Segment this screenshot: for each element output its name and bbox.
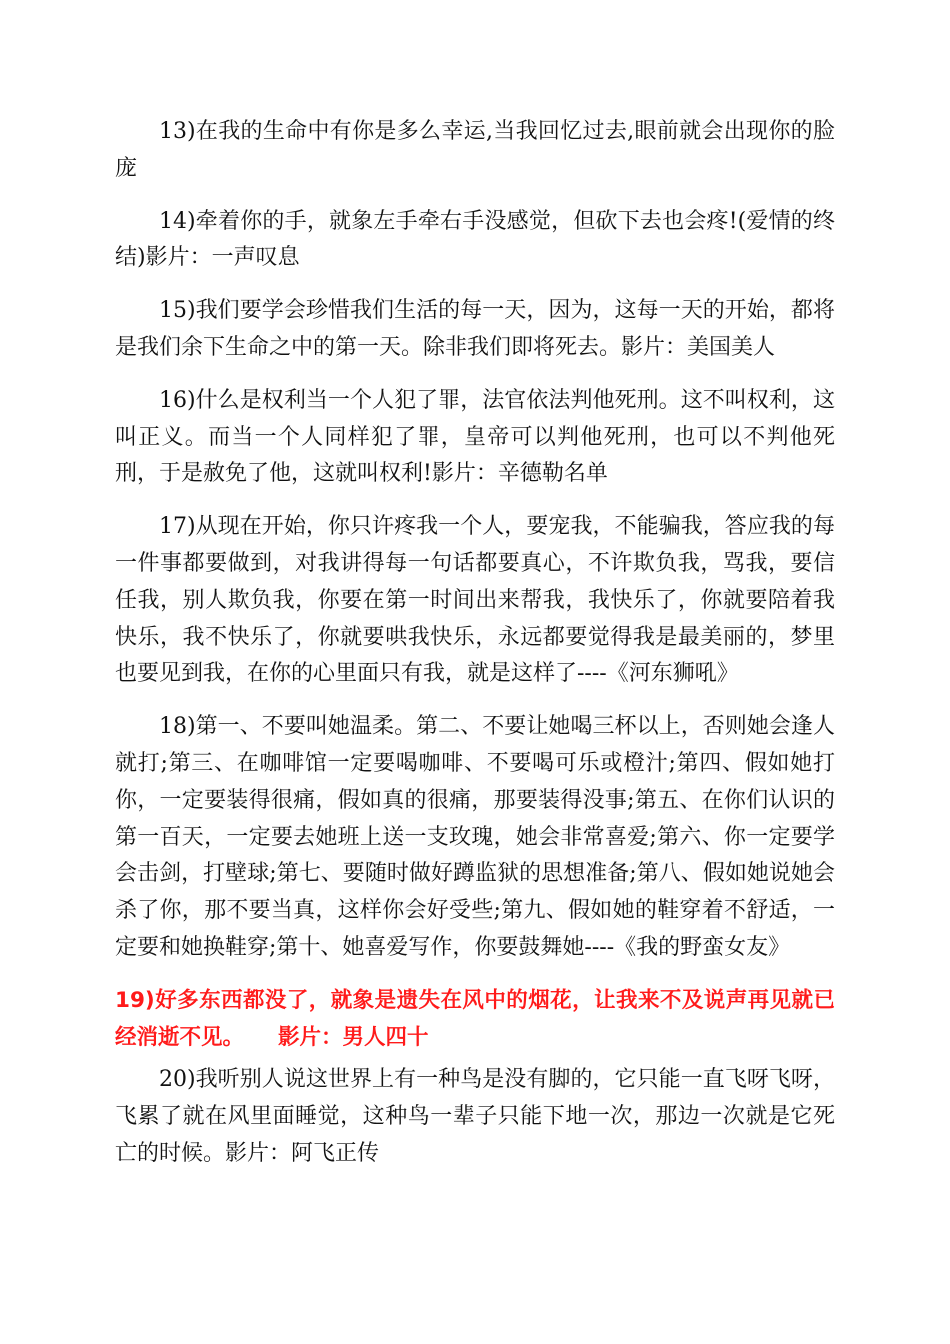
paragraph-18: 18)第一、不要叫她温柔。第二、不要让她喝三杯以上，否则她会逢人就打;第三、在咖啡馆一定要喝咖啡、不要喝可乐或橙汁;第四、假如她打你，一定要装得很痛，假如真的很痛，那要装得没事;第五、在你们认识的第一百天，一定要去她班上送一支玫瑰，她会非常喜爱;第六、你一定要学会击剑，打壁球;第七、要随时做好蹲监狱的思想准备;第八、假如她说她会杀了你，那不要当真，这样你会好受些;第九、假如她的鞋穿着不舒适，一定要和她换鞋穿;第十、她喜爱写作，你要鼓舞她----《我的野蛮女友》 — [115, 714, 835, 960]
paragraph-15: 15)我们要学会珍惜我们生活的每一天，因为，这每一天的开始，都将是我们余下生命之中的第一天。除非我们即将死去。影片：美国美人 — [115, 298, 835, 360]
paragraph-gap — [115, 188, 835, 204]
document-body — [115, 114, 835, 1173]
paragraph-19-quote: 19)好多东西都没了，就象是遗失在风中的烟花，让我来不及说声再见就已经消逝不见。 — [115, 987, 835, 1050]
paragraph-19-film: 影片：男人四十 — [278, 1024, 429, 1050]
paragraph-13: 13)在我的生命中有你是多么幸运,当我回忆过去,眼前就会出现你的脸庞 — [115, 119, 835, 181]
paragraph-16: 16)什么是权利当一个人犯了罪，法官依法判他死刑。这不叫权利，这叫正义。而当一个人同样犯了罪，皇帝可以判他死刑，也可以不判他死刑，于是赦免了他，这就叫权利!影片：辛德勒名单 — [115, 387, 835, 487]
paragraph-gap — [115, 693, 835, 709]
paragraph-gap — [115, 493, 835, 509]
paragraph-14: 14)牵着你的手，就象左手牵右手没感觉，但砍下去也会疼!(爱情的终结)影片：一声叹息 — [115, 208, 835, 271]
paragraph-20: 20)我听别人说这世界上有一种鸟是没有脚的，它只能一直飞呀飞呀，飞累了就在风里面睡觉，这种鸟一辈子只能下地一次，那边一次就是它死亡的时候。影片：阿飞正传 — [115, 1067, 835, 1166]
paragraph-19-highlight — [115, 983, 835, 1057]
paragraph-gap — [115, 967, 835, 983]
paragraph-gap — [115, 277, 835, 293]
paragraph-gap — [115, 367, 835, 383]
paragraph-17: 17)从现在开始，你只许疼我一个人，要宠我，不能骗我，答应我的每一件事都要做到，对我讲得每一句话都要真心，不许欺负我，骂我，要信任我，别人欺负我，你要在第一时间出来帮我，我快乐了，你就要陪着我快乐，我不快乐了，你就要哄我快乐，永远都要觉得我是最美丽的，梦里也要见到我，在你的心里面只有我，就是这样了----《河东狮吼》 — [115, 514, 835, 687]
